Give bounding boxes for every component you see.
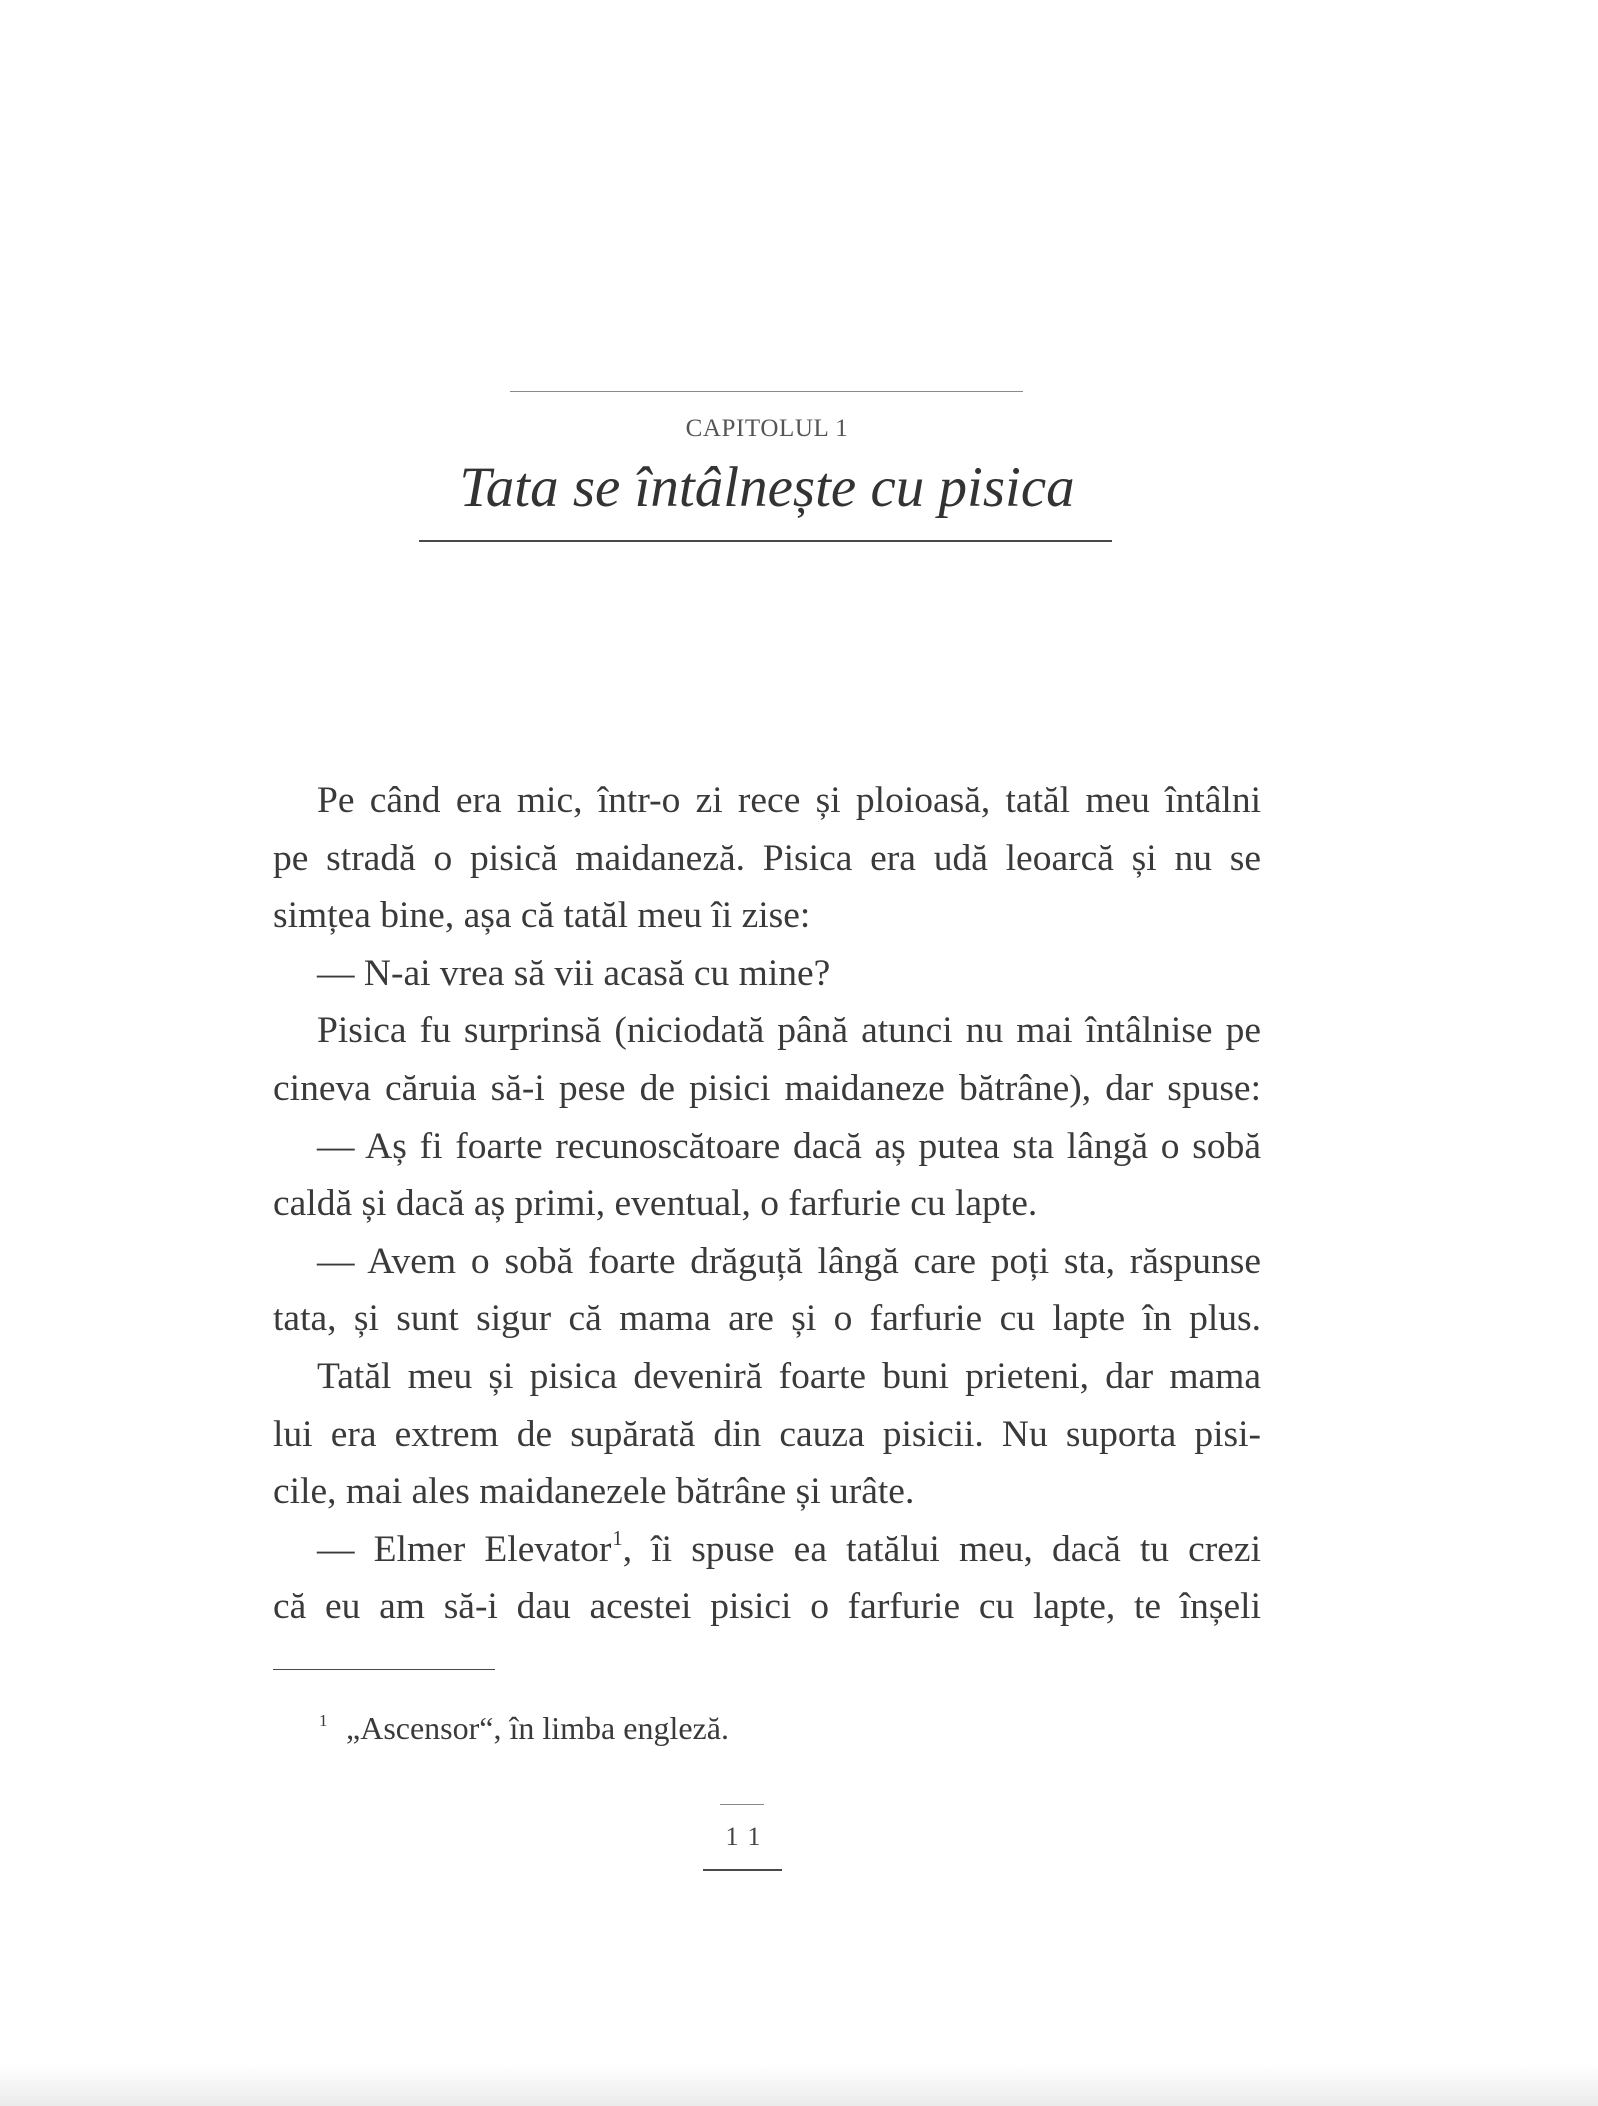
footnote-marker: 1 (319, 1711, 328, 1730)
text-line: simțea bine, așa că tatăl meu îi zise: (273, 895, 811, 937)
text-line: Tatăl meu și pisica deveniră foarte buni prieteni, dar mama (317, 1355, 1261, 1397)
body-text (273, 772, 1261, 1636)
text-line: cineva căruia să-i pese de pisici maidaneze bătrâne), dar spuse: (273, 1067, 1261, 1109)
chapter-label: CAPITOLUL 1 (685, 415, 849, 442)
text-line: — Avem o sobă foarte drăguță lângă care poți sta, răspunse (317, 1240, 1261, 1282)
footnote (319, 1712, 1219, 1750)
text-line: cile, mai ales maidanezele bătrâne și urâte. (273, 1471, 915, 1513)
text-line: pe stradă o pisică maidaneză. Pisica era udă leoarcă și nu se (273, 837, 1261, 879)
text-line: Pe când era mic, într-o zi rece și ploioasă, tatăl meu întâlni (317, 780, 1261, 821)
text-line: că eu am să-i dau acestei pisici o farfurie cu lapte, te înșeli (273, 1586, 1261, 1628)
page-number: 11 (725, 1822, 771, 1851)
page-number-bottom-rule (703, 1869, 782, 1871)
text-line: tata, și sunt sigur că mama are și o farfurie cu lapte în plus. (273, 1298, 1261, 1340)
text-line-with-footnote-ref (273, 1521, 1261, 1579)
footnote-reference: 1 (612, 1528, 623, 1551)
text-line: — N-ai vrea să vii acasă cu mine? (317, 952, 831, 994)
chapter-title-rule (419, 540, 1112, 542)
footnote-separator (273, 1669, 495, 1670)
page-edge-shadow (0, 2064, 1598, 2106)
text-segment: , îi spuse ea tatălui meu, dacă tu crezi (622, 1528, 1261, 1570)
text-line: lui era extrem de supărată din cauza pisicii. Nu suporta pisi- (273, 1413, 1261, 1455)
text-line: Pisica fu surprinsă (niciodată până atunci nu mai întâlnise pe (317, 1010, 1261, 1052)
chapter-top-rule (510, 391, 1023, 392)
text-segment: — Elmer Elevator (317, 1528, 612, 1570)
page-number-top-rule (720, 1804, 764, 1805)
chapter-title: Tata se întâlnește cu pisica (459, 456, 1075, 519)
footnote-text: „Ascensor“, în limba engleză. (346, 1710, 729, 1746)
text-line: — Aș fi foarte recunoscătoare dacă aș putea sta lângă o sobă (317, 1125, 1261, 1167)
text-line: caldă și dacă aș primi, eventual, o farfurie cu lapte. (273, 1183, 1038, 1225)
